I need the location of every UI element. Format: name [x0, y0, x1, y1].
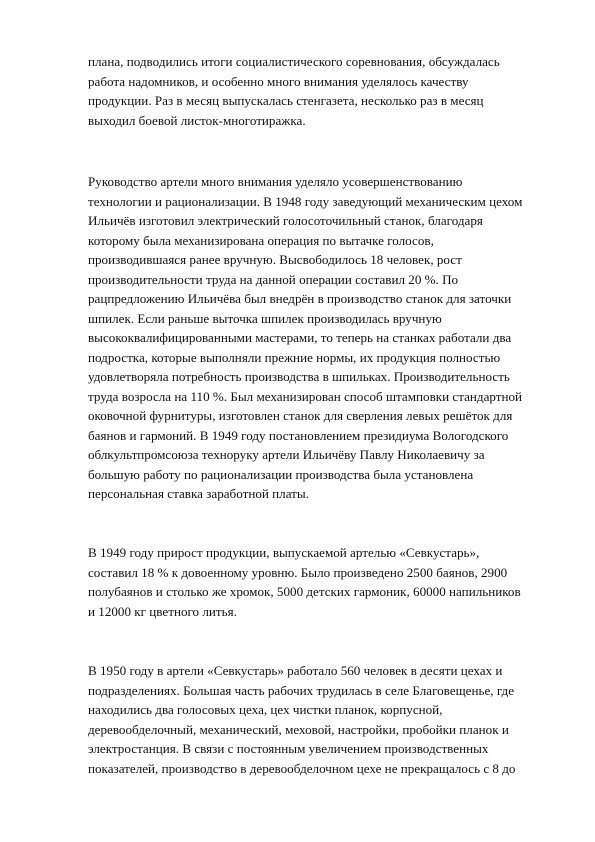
text-line: подразделениях. Большая часть рабочих трудилась в селе Благовещенье, где: [88, 682, 515, 698]
text-line: работа надомников, и особенно много внимания уделялось качеству: [88, 73, 469, 89]
text-line: деревообделочный, механический, меховой, настройки, пробойки планок и: [88, 721, 509, 737]
text-line: Ильичёв изготовил электрический голосоточильный станок, благодаря: [88, 213, 483, 228]
text-line: рацпредложению Ильичёва был внедрён в производство станок для заточки: [88, 291, 512, 306]
text-line: удовлетворяла потребность производства в шпильках. Производительность: [88, 369, 510, 384]
text-line: плана, подводились итоги социалистического соревнования, обсуждалась: [88, 54, 500, 69]
text-line: Руководство артели много внимания уделяло усовершенствованию: [88, 174, 463, 189]
text-line: шпилек. Если раньше выточка шпилек производилась вручную: [88, 310, 442, 326]
text-line: полубаянов и столько же хромок, 5000 детских гармоник, 60000 напильников: [88, 584, 521, 599]
text-line: которому была механизирована операция по вытачке голосов,: [88, 232, 434, 248]
text-line: большую работу по рационализации производства была установлена: [88, 466, 474, 482]
text-line: труда возросла на 110 %. Был механизирован способ штамповки стандартной: [88, 388, 523, 404]
paragraph-production-1949: [88, 543, 548, 621]
paragraph-workforce-1950: [88, 661, 548, 778]
text-line: высококвалифицированными мастерами, то теперь на станках работали два: [88, 330, 512, 345]
text-line: оковочной фурнитуры, изготовлен станок для сверления левых решёток для: [88, 408, 513, 423]
text-line: составил 18 % к довоенному уровню. Было произведено 2500 баянов, 2900: [88, 564, 508, 580]
text-line: производительности труда на данной операции составил 20 %. По: [88, 271, 459, 287]
paragraph-socialist-competition: [88, 52, 548, 130]
text-line: В 1949 году прирост продукции, выпускаемой артелью «Севкустарь»,: [88, 545, 480, 560]
text-line: электростанция. В связи с постоянным увеличением производственных: [88, 741, 489, 756]
text-line: технологии и рационализации. В 1948 году заведующий механическим цехом: [88, 193, 523, 209]
text-line: продукции. Раз в месяц выпускалась стенгазета, несколько раз в месяц: [88, 93, 484, 108]
text-line: показателей, производство в деревообделочном цехе не прекращалось с 8 до: [88, 760, 516, 776]
paragraph-rationalization: [88, 172, 548, 504]
text-line: баянов и гармоний. В 1949 году постановлением президиума Вологодского: [88, 427, 509, 443]
text-line: выходил боевой листок-многотиражка.: [88, 112, 306, 128]
text-line: производившаяся ранее вручную. Высвободилось 18 человек, рост: [88, 252, 462, 267]
text-line: В 1950 году в артели «Севкустарь» работало 560 человек в десяти цехах и: [88, 663, 503, 678]
text-line: облкультпромсоюза техноруку артели Ильичёву Павлу Николаевичу за: [88, 447, 485, 462]
text-line: персональная ставка заработной платы.: [88, 486, 309, 501]
text-line: подростка, которые выполняли прежние нормы, их продукция полностью: [88, 349, 501, 365]
text-line: и 12000 кг цветного литья.: [88, 603, 237, 619]
text-line: находились два голосовых цеха, цех чистки планок, корпусной,: [88, 702, 443, 717]
